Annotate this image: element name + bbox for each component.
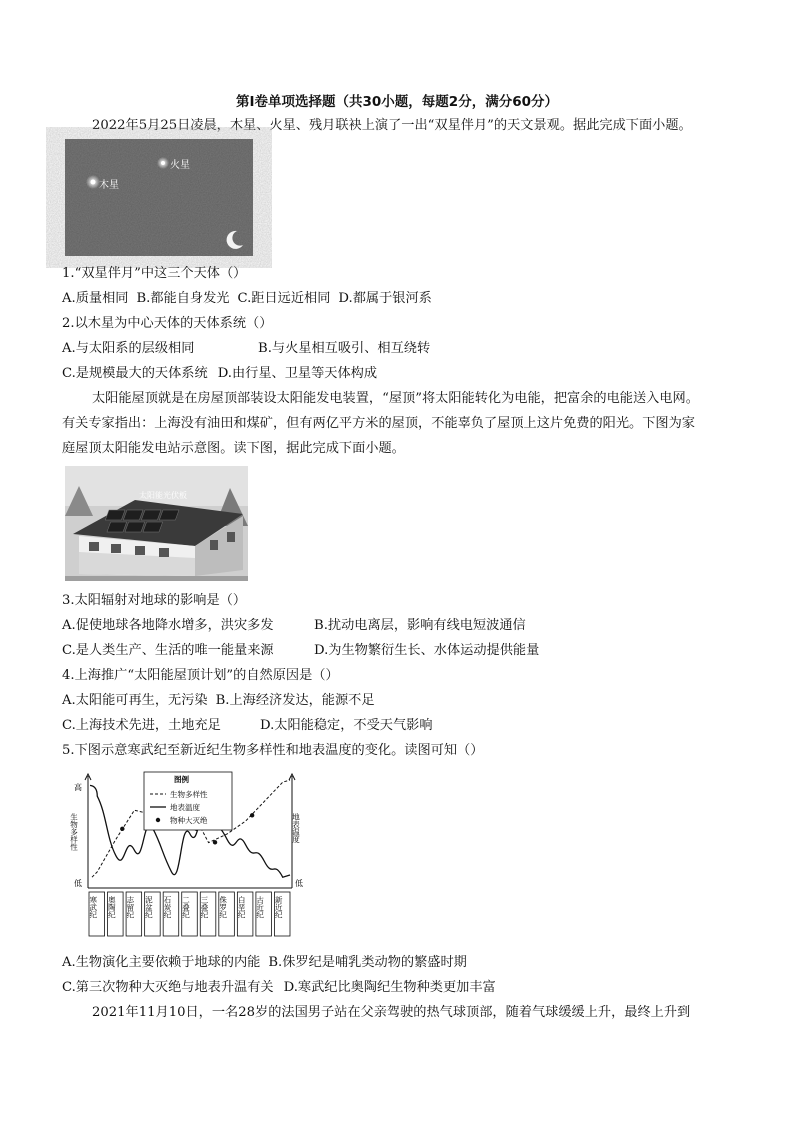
- q3-option-d[interactable]: D.为生物繁衍生长、水体运动提供能量: [314, 643, 540, 658]
- passage-3: 2021年11月10日，一名28岁的法国男子站在父亲驾驶的热气球顶部，随着气球缓缓上升，最终上升到: [92, 1005, 691, 1020]
- q1-option-c[interactable]: C.距日远近相同: [237, 291, 331, 306]
- q5-option-d[interactable]: D.寒武纪比奥陶纪生物种类更加丰富: [283, 980, 496, 995]
- q3-option-b[interactable]: B.扰动电离层，影响有线电短波通信: [314, 618, 526, 633]
- q4-stem: 4.上海推广“太阳能屋顶计划”的自然原因是（）: [62, 668, 339, 683]
- q5-stem: 5.下图示意寒武纪至新近纪生物多样性和地表温度的变化。读图可知（）: [62, 743, 484, 758]
- category-label: 志留纪: [125, 896, 135, 919]
- q1-option-b[interactable]: B.都能自身发光: [136, 291, 230, 306]
- legend-temperature: 地表温度: [170, 803, 200, 812]
- solar-panel-label: 太阳能光伏板: [139, 491, 187, 500]
- category-label: 古近纪: [255, 896, 265, 919]
- q2-option-a[interactable]: A.与太阳系的层级相同: [62, 341, 195, 356]
- passage-2-line-1: 太阳能屋顶就是在房屋顶部装设太阳能发电装置，“屋顶”将太阳能转化为电能，把富余的电能送入电网。: [92, 391, 699, 406]
- q2-options-row1: [62, 340, 430, 358]
- legend-title: 图例: [174, 775, 189, 784]
- extinction-dot: [120, 827, 124, 831]
- jupiter-label: 木星: [99, 180, 119, 191]
- q1-option-d[interactable]: D.都属于银河系: [338, 291, 432, 306]
- q2-options-row2: [62, 365, 377, 383]
- category-label: 寒武纪: [88, 896, 98, 919]
- extinction-dot: [250, 813, 254, 817]
- q1-stem: 1.“双星伴月”中这三个天体（）: [62, 266, 247, 281]
- q5-options-row1: [62, 954, 467, 972]
- mars-label: 火星: [170, 160, 190, 171]
- q4-option-a[interactable]: A.太阳能可再生，无污染: [62, 693, 208, 708]
- ylabel-left: 生物多样性: [69, 813, 79, 851]
- q3-options-row2: [62, 642, 539, 660]
- category-label: 泥盆纪: [144, 896, 154, 919]
- q5-option-c[interactable]: C.第三次物种大灭绝与地表升温有关: [62, 980, 274, 995]
- legend-biodiversity: 生物多样性: [170, 790, 208, 799]
- y-low-right-label: 低: [295, 879, 303, 888]
- q2-option-b[interactable]: B.与火星相互吸引、相互绕转: [258, 341, 431, 356]
- q4-options-row1: [62, 692, 375, 710]
- section-title: 第Ⅰ卷单项选择题（共30小题，每题2分，满分60分）: [236, 94, 558, 110]
- q4-option-d[interactable]: D.太阳能稳定，不受天气影响: [260, 718, 433, 733]
- category-label: 新近纪: [274, 896, 284, 919]
- q5-option-b[interactable]: B.侏罗纪是哺乳类动物的繁盛时期: [268, 955, 467, 970]
- q1-option-a[interactable]: A.质量相同: [62, 291, 129, 306]
- q2-option-c[interactable]: C.是规模最大的天体系统: [62, 366, 208, 381]
- q3-options-row1: [62, 617, 526, 635]
- q3-option-a[interactable]: A.促使地球各地降水增多，洪灾多发: [62, 618, 274, 633]
- passage-2-line-2: 有关专家指出：上海没有油田和煤矿，但有两亿平方米的屋顶，不能辜负了屋顶上这片免费的阳光。下图为家: [62, 416, 695, 431]
- q4-option-c[interactable]: C.上海技术先进，土地充足: [62, 718, 221, 733]
- y-low-label: 低: [74, 879, 82, 888]
- q3-option-c[interactable]: C.是人类生产、生活的唯一能量来源: [62, 643, 274, 658]
- category-label: 奥陶纪: [107, 896, 117, 919]
- biodiversity-temperature-chart: [62, 768, 302, 940]
- q4-options-row2: [62, 717, 433, 735]
- extinction-dot: [213, 840, 217, 844]
- night-sky-photo: [65, 139, 253, 256]
- q5-options-row2: [62, 979, 496, 997]
- category-label: 白垩纪: [237, 896, 247, 919]
- passage-2-line-3: 庭屋顶太阳能发电站示意图。读下图，据此完成下面小题。: [62, 441, 405, 456]
- q5-option-a[interactable]: A.生物演化主要依赖于地球的内能: [62, 955, 261, 970]
- category-label: 三叠纪: [200, 896, 210, 919]
- q2-stem: 2.以木星为中心天体的天体系统（）: [62, 316, 273, 331]
- chart-svg: [62, 768, 302, 940]
- q3-stem: 3.太阳辐射对地球的影响是（）: [62, 593, 247, 608]
- ylabel-right: 地表温度: [291, 813, 301, 843]
- legend-extinction: 物种大灭绝: [170, 816, 208, 825]
- q4-option-b[interactable]: B.上海经济发达，能源不足: [215, 693, 375, 708]
- passage-1: 2022年5月25日凌晨，木星、火星、残月联袂上演了一出“双星伴月”的天文景观。据此完成下面小题。: [92, 118, 692, 133]
- q1-options: [62, 290, 432, 308]
- category-label: 二叠纪: [181, 896, 191, 919]
- solar-house-photo: [65, 466, 248, 581]
- category-label: 侏罗纪: [218, 896, 228, 919]
- legend-dot-swatch: [156, 818, 160, 822]
- category-label: 石炭纪: [162, 896, 172, 919]
- y-high-label: 高: [74, 783, 82, 792]
- q2-option-d[interactable]: D.由行星、卫星等天体构成: [217, 366, 378, 381]
